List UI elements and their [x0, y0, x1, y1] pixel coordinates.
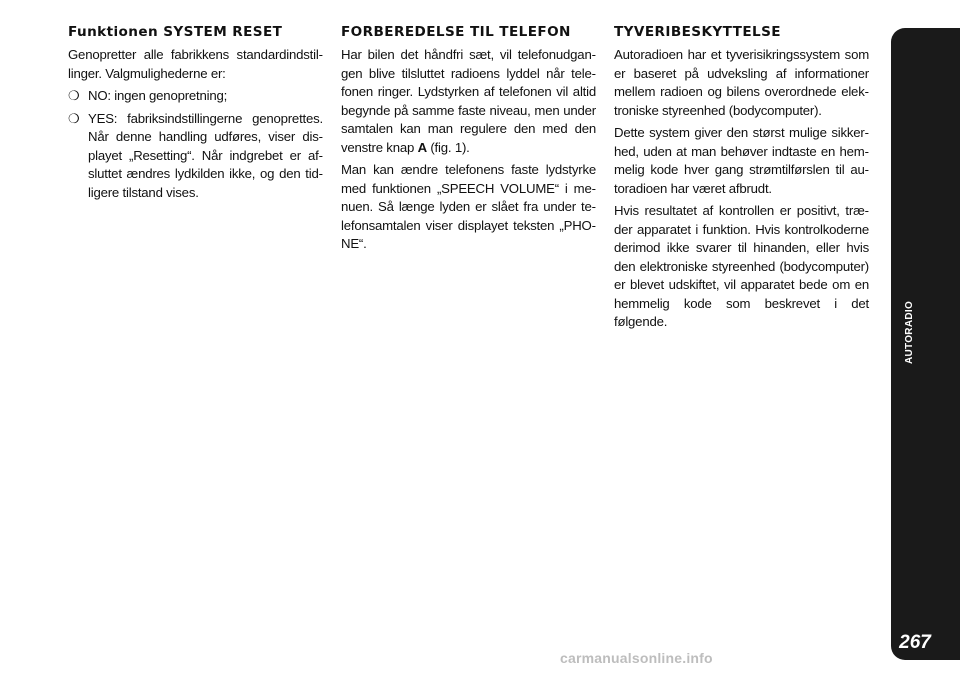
- list-item: [68, 87, 323, 106]
- paragraph-intro: Genopretter alle fabrikkens standardindstillinger. Valgmulighederne er:: [68, 47, 323, 81]
- text-span: Har bilen det håndfri sæt, vil telefonudgangen blive tilsluttet radioens lyddel når telefonen ringer. Lydstyrken af telefonen vil altid begynde på samme faste niveau, men under samtalen kan man regulere den med den venstre knap: [341, 47, 596, 155]
- circle-bullet-icon: ❍: [68, 110, 80, 126]
- text-span: (fig. 1).: [426, 139, 470, 155]
- list-item-text: NO: ingen genopretning;: [88, 88, 228, 103]
- section-heading-system-reset: Funktionen SYSTEM RESET: [68, 24, 283, 40]
- column-tyveribeskyttelse: [614, 22, 869, 336]
- paragraph-telefon-1: [341, 46, 596, 157]
- section-heading-telefon: FORBEREDELSE TIL TELEFON: [341, 24, 571, 40]
- page-number: 267: [899, 632, 931, 653]
- column-system-reset: [68, 22, 323, 206]
- circle-bullet-icon: ❍: [68, 88, 80, 103]
- paragraph-tyveri-2: Dette system giver den størst mulige sikkerhed, uden at man behøver indtaste en hemmelig kode hver gang strømtilførslen til autoradioen har været afbrudt.: [614, 125, 869, 196]
- column-telefon: [341, 22, 596, 258]
- sidebar-label-text: AUTORADIO: [904, 300, 916, 364]
- watermark: carmanualsonline.info: [560, 650, 713, 666]
- paragraph-telefon-2: Man kan ændre telefonens faste lydstyrke med funktionen „SPEECH VOLUME“ i menuen. Så længe lyden er slået fra under telefonsamtalen viser displayet teksten „PHONE“.: [341, 162, 596, 251]
- paragraph-tyveri-1: Autoradioen har et tyverisikringssystem som er baseret på udveksling af informationer mellem radioen og bilens overordnede elektroniske styreenhed (bodycomputer).: [614, 47, 869, 118]
- list-item-text: YES: fabriksindstillingerne genoprettes. Når denne handling udføres, viser displayet „Resetting“. Når indgrebet er afsluttet ændres lydkilden ikke, og den tidligere tilstand vises.: [88, 110, 323, 200]
- list-item: [68, 110, 323, 203]
- key-label: A: [417, 139, 427, 155]
- sidebar-section-label: [902, 300, 918, 364]
- section-heading-tyveribeskyttelse: TYVERIBESKYTTELSE: [614, 24, 781, 40]
- paragraph-tyveri-3: Hvis resultatet af kontrollen er positivt, træder apparatet i funktion. Hvis kontrolkoderne derimod ikke svarer til hinanden, eller hvis den elektroniske styreenhed (bodycomputer) er blevet udskiftet, vil apparatet bede om en hemmelig kode som beskrevet i det følgende.: [614, 203, 869, 329]
